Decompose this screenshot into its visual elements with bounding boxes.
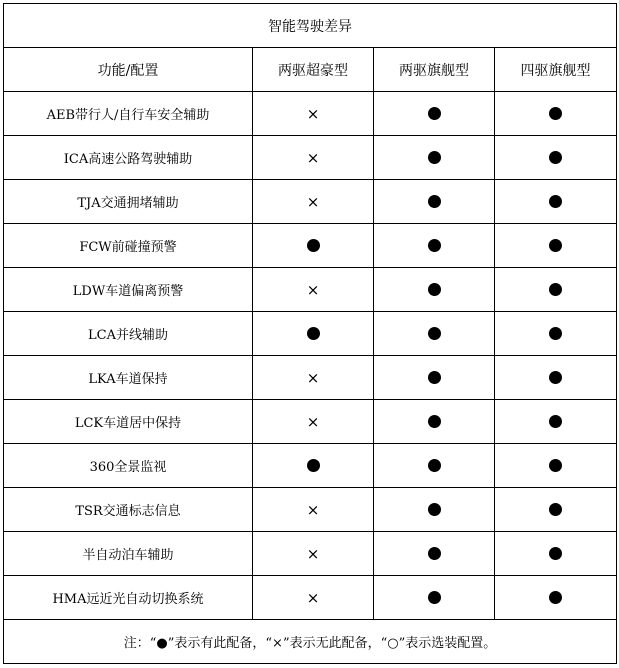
table-title: 智能驾驶差异	[4, 4, 617, 48]
not-available-cross-icon: ×	[306, 588, 320, 607]
standard-dot-icon	[549, 327, 562, 340]
table-row	[4, 356, 617, 400]
table-row	[4, 268, 617, 312]
table-row	[4, 224, 617, 268]
table-row	[4, 136, 617, 180]
table-row	[4, 532, 617, 576]
table-row	[4, 576, 617, 620]
standard-dot-icon	[549, 503, 562, 516]
standard-dot-icon	[549, 151, 562, 164]
standard-dot-icon	[428, 371, 441, 384]
not-available-cross-icon: ×	[306, 544, 320, 563]
feature-name: 360全景监视	[4, 444, 253, 488]
standard-dot-icon	[428, 415, 441, 428]
table-row	[4, 400, 617, 444]
availability-cell	[495, 224, 617, 268]
feature-name: LKA车道保持	[4, 356, 253, 400]
availability-cell	[374, 488, 495, 532]
standard-dot-icon	[549, 591, 562, 604]
standard-dot-icon	[307, 459, 320, 472]
availability-cell	[495, 268, 617, 312]
not-available-cross-icon: ×	[306, 280, 320, 299]
availability-cell	[374, 312, 495, 356]
header-feature: 功能/配置	[4, 48, 253, 92]
feature-name: TSR交通标志信息	[4, 488, 253, 532]
table-row	[4, 180, 617, 224]
availability-cell	[495, 532, 617, 576]
standard-dot-icon	[428, 503, 441, 516]
availability-cell	[253, 532, 374, 576]
availability-cell	[253, 136, 374, 180]
standard-dot-icon	[428, 459, 441, 472]
standard-dot-icon	[428, 239, 441, 252]
feature-name: ICA高速公路驾驶辅助	[4, 136, 253, 180]
availability-cell	[253, 400, 374, 444]
feature-name: LDW车道偏离预警	[4, 268, 253, 312]
standard-dot-icon	[549, 283, 562, 296]
not-available-cross-icon: ×	[306, 500, 320, 519]
availability-cell	[253, 488, 374, 532]
standard-dot-icon	[549, 195, 562, 208]
not-available-cross-icon: ×	[306, 412, 320, 431]
availability-cell	[253, 444, 374, 488]
table-footnote: 注：“●”表示有此配备，“×”表示无此配备，“○”表示选装配置。	[4, 620, 617, 664]
availability-cell	[374, 532, 495, 576]
availability-cell	[495, 400, 617, 444]
availability-cell	[374, 224, 495, 268]
feature-name: TJA交通拥堵辅助	[4, 180, 253, 224]
table-row	[4, 444, 617, 488]
standard-dot-icon	[549, 415, 562, 428]
availability-cell	[495, 488, 617, 532]
standard-dot-icon	[428, 591, 441, 604]
not-available-cross-icon: ×	[306, 368, 320, 387]
spec-table	[3, 3, 617, 664]
standard-dot-icon	[307, 239, 320, 252]
availability-cell	[374, 400, 495, 444]
availability-cell	[253, 268, 374, 312]
standard-dot-icon	[428, 547, 441, 560]
header-trim-2wd-luxury: 两驱超豪型	[253, 48, 374, 92]
availability-cell	[374, 92, 495, 136]
availability-cell	[374, 180, 495, 224]
availability-cell	[495, 180, 617, 224]
availability-cell	[374, 268, 495, 312]
feature-name: 半自动泊车辅助	[4, 532, 253, 576]
availability-cell	[374, 136, 495, 180]
feature-name: FCW前碰撞预警	[4, 224, 253, 268]
standard-dot-icon	[428, 327, 441, 340]
availability-cell	[495, 444, 617, 488]
standard-dot-icon	[428, 283, 441, 296]
availability-cell	[495, 92, 617, 136]
spec-table-container	[3, 3, 616, 663]
availability-cell	[374, 356, 495, 400]
not-available-cross-icon: ×	[306, 192, 320, 211]
not-available-cross-icon: ×	[306, 104, 320, 123]
standard-dot-icon	[549, 459, 562, 472]
standard-dot-icon	[428, 195, 441, 208]
standard-dot-icon	[549, 371, 562, 384]
header-trim-4wd-flagship: 四驱旗舰型	[495, 48, 617, 92]
feature-name: LCK车道居中保持	[4, 400, 253, 444]
feature-name: HMA远近光自动切换系统	[4, 576, 253, 620]
standard-dot-icon	[549, 107, 562, 120]
availability-cell	[253, 224, 374, 268]
availability-cell	[495, 576, 617, 620]
standard-dot-icon	[549, 239, 562, 252]
availability-cell	[253, 312, 374, 356]
availability-cell	[253, 356, 374, 400]
feature-name: AEB带行人/自行车安全辅助	[4, 92, 253, 136]
standard-dot-icon	[428, 151, 441, 164]
availability-cell	[495, 356, 617, 400]
availability-cell	[253, 180, 374, 224]
availability-cell	[495, 312, 617, 356]
feature-name: LCA并线辅助	[4, 312, 253, 356]
availability-cell	[374, 576, 495, 620]
availability-cell	[253, 92, 374, 136]
availability-cell	[495, 136, 617, 180]
standard-dot-icon	[549, 547, 562, 560]
not-available-cross-icon: ×	[306, 148, 320, 167]
standard-dot-icon	[307, 327, 320, 340]
availability-cell	[374, 444, 495, 488]
header-trim-2wd-flagship: 两驱旗舰型	[374, 48, 495, 92]
standard-dot-icon	[428, 107, 441, 120]
table-row	[4, 312, 617, 356]
table-row	[4, 488, 617, 532]
availability-cell	[253, 576, 374, 620]
table-row	[4, 92, 617, 136]
